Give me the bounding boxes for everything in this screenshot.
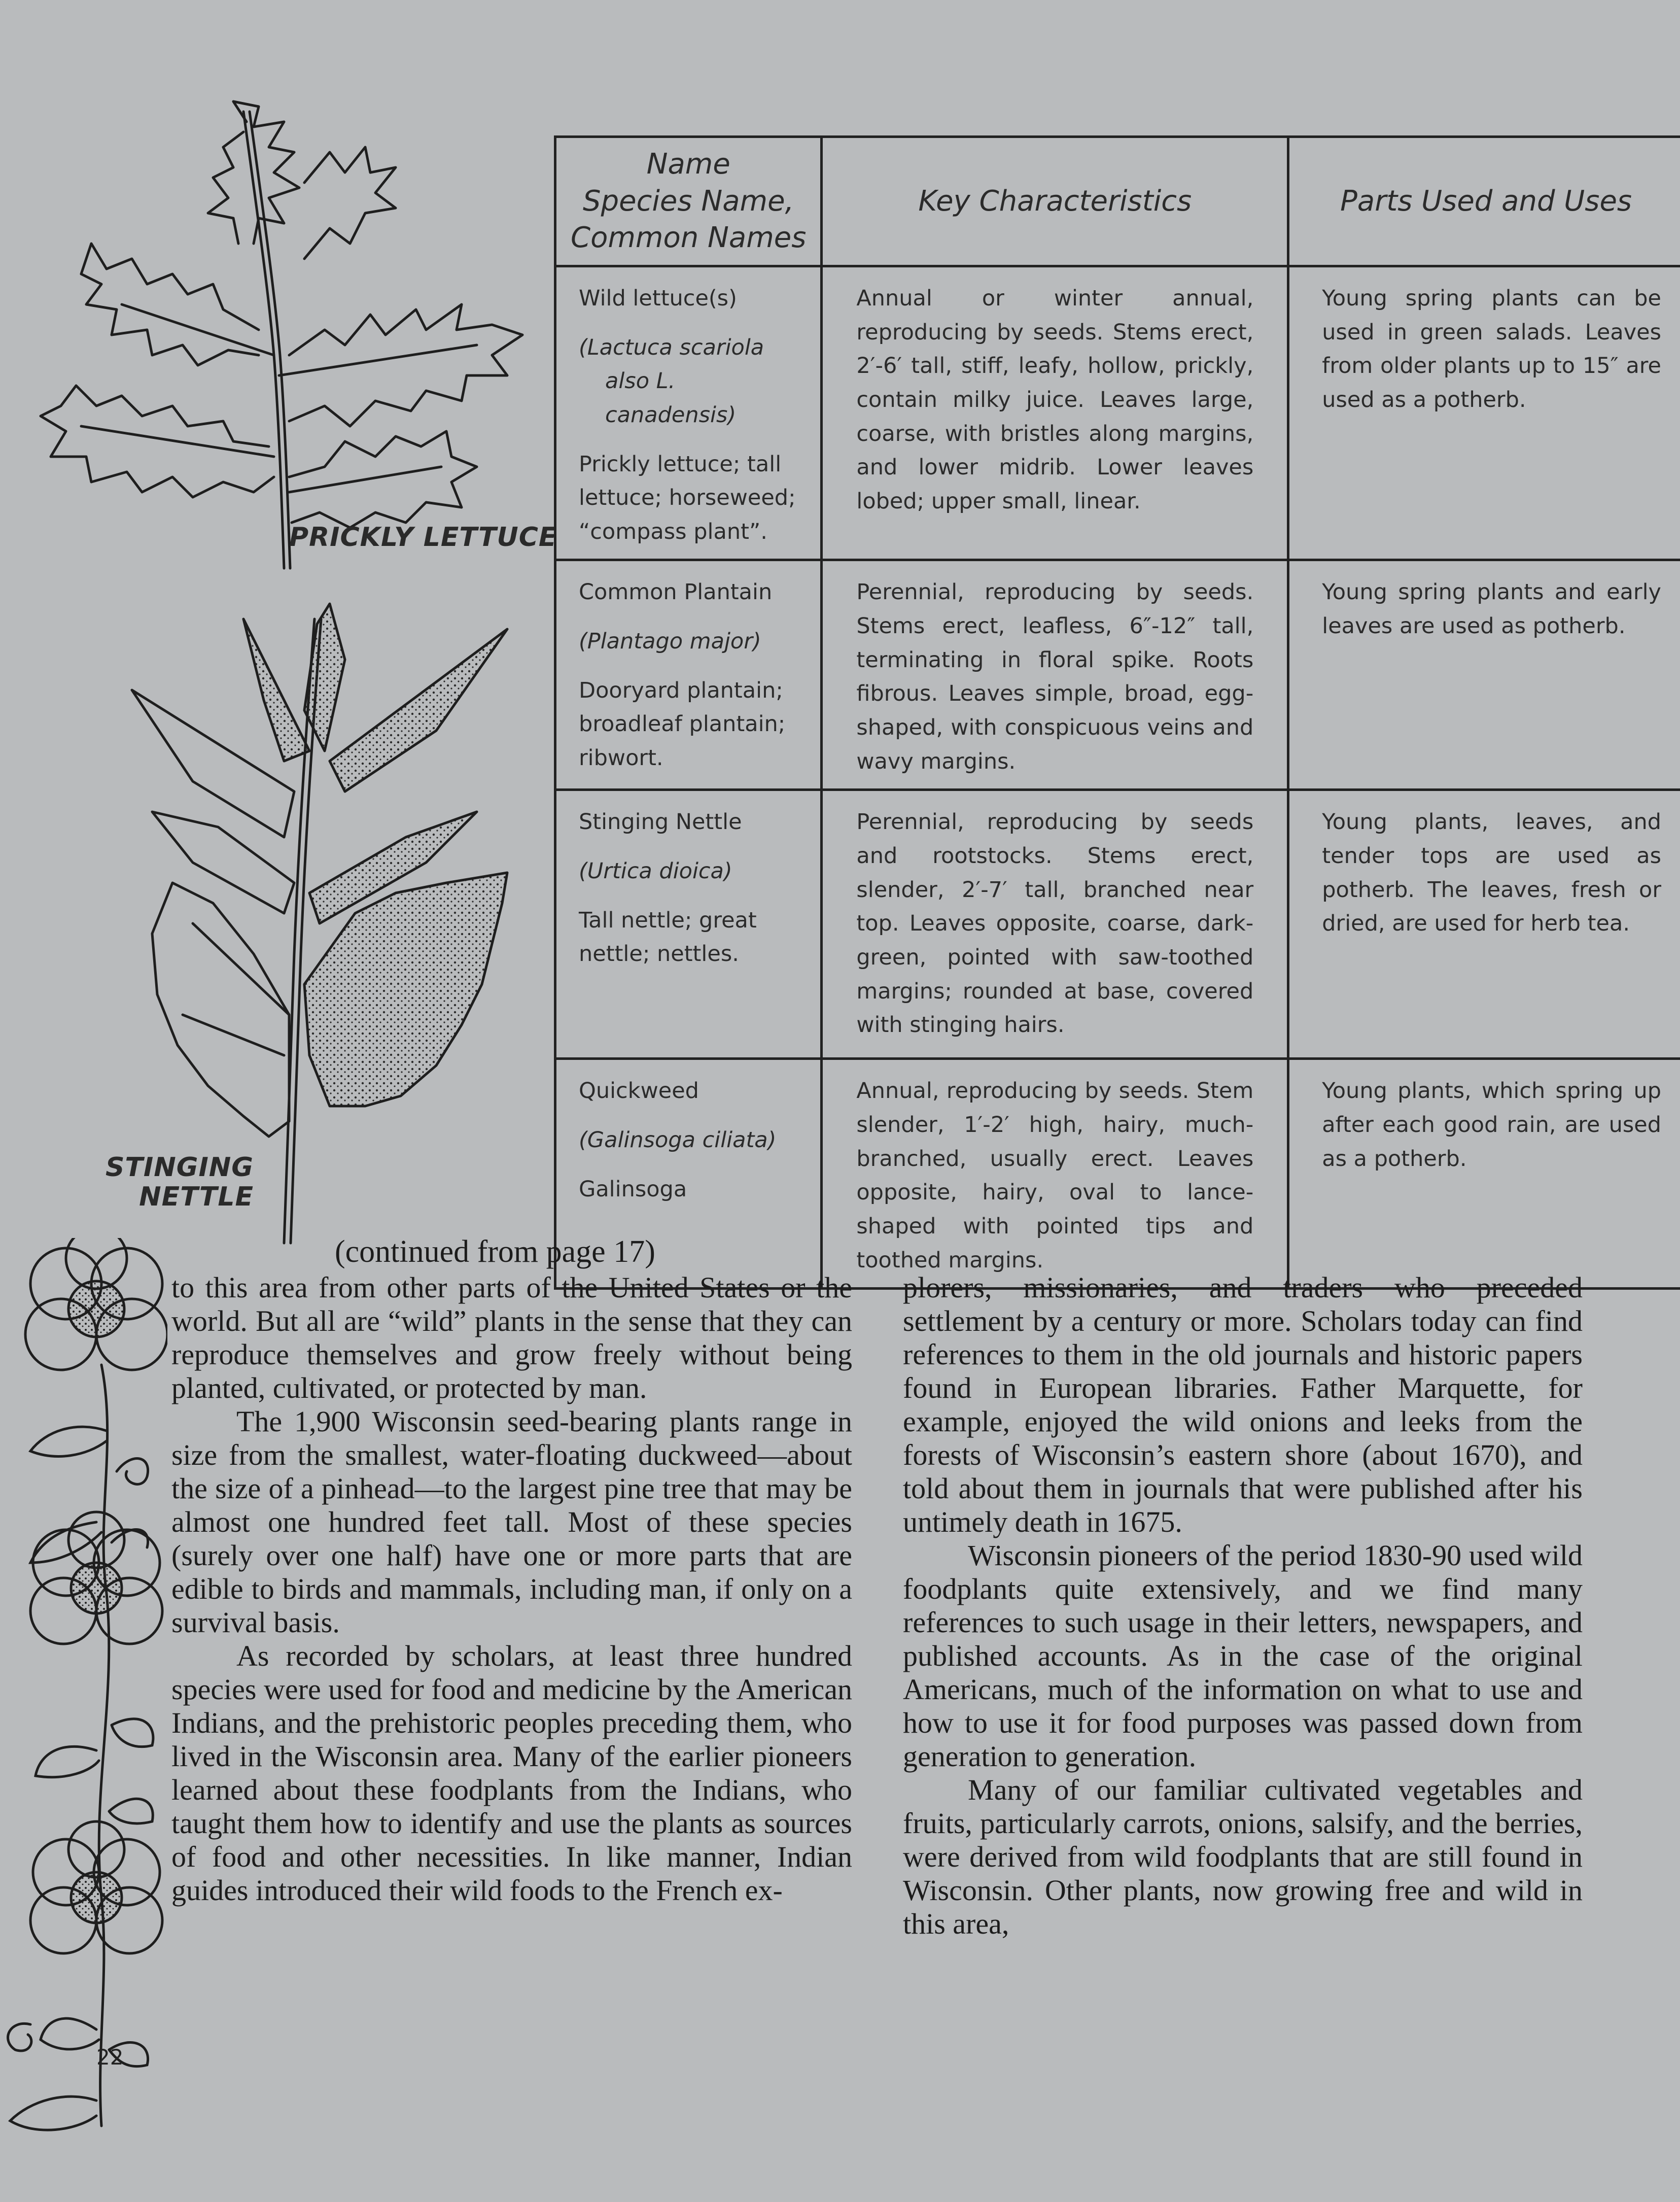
species-name: (Plantago major) — [579, 629, 761, 655]
paragraph: The 1,900 Wisconsin seed-bearing plants range in size from the smallest, water-floating duckweed—about the size of a pinhead—to the largest pine tree that may be almost one hundred feet tall. Most of these species (surely over one half) have one or more parts that are edible to birds and mammals, including man, if only on a survival basis. — [171, 1405, 852, 1639]
prickly-lettuce-caption: PRICKLY LETTUCE — [289, 522, 557, 553]
paragraph: plorers, missionaries, and traders who preceded settlement by a century or more. Scholars today can find references to them in the old journals and historic papers found in European libraries. Father Marquette, for example, enjoyed the wild onions and leeks from the forests of Wisconsin’s eastern shore (about 1670), and told about them in journals that were published after his untimely death in 1675. — [903, 1271, 1583, 1538]
header-name — [555, 137, 822, 266]
paragraph: As recorded by scholars, at least three hundred species were used for food and medicine by the American Indians, and the prehistoric peoples preceding them, who lived in the Wisconsin area. Many of the earlier pioneers learned about these foodplants from the Indians, who taught them how to identify and use the plants as sources of food and other necessities. In like manner, Indian guides introduced their wild foods to the French ex- — [171, 1639, 852, 1907]
header-characteristics: Key Characteristics — [822, 137, 1288, 266]
species-name: (Galinsoga ciliata) — [579, 1127, 777, 1153]
characteristics-cell: Annual or winter annual, reproducing by seeds. Stems erect, 2′-6′ tall, stiff, leafy, hollow, prickly, contain milky juice. Leaves large, coarse, with bristles along margins, and lower midrib. Lower leaves lobed; upper small, linear. — [822, 266, 1288, 560]
table-row — [555, 560, 1680, 790]
stinging-nettle-illustration — [91, 599, 538, 1248]
plant-name: Common Plantain — [579, 579, 773, 605]
paragraph: to this area from other parts of the United States or the world. But all are “wild” plants in the sense that they can reproduce themselves and grow freely without being planted, cultivated, or protected by man. — [171, 1271, 852, 1404]
table-row — [555, 790, 1680, 1059]
uses-cell: Young spring plants can be used in green salads. Leaves from older plants up to 15″ are used as a potherb. — [1288, 266, 1680, 560]
plant-name: Stinging Nettle — [579, 809, 742, 835]
plant-name: Quickweed — [579, 1078, 699, 1104]
species-name — [579, 331, 803, 432]
common-names: Dooryard plantain; broadleaf plantain; ribwort. — [579, 677, 786, 771]
uses-cell: Young plants, which spring up after each good rain, are used as a potherb. — [1288, 1059, 1680, 1289]
characteristics-cell: Perennial, reproducing by seeds. Stems erect, leafless, 6″-12″ tall, terminating in floral spike. Roots fibrous. Leaves simple, broad, egg-shaped, with conspicuous veins and wavy margins. — [822, 560, 1288, 790]
name-cell — [555, 266, 822, 560]
characteristics-cell: Annual, reproducing by seeds. Stem slender, 1′-2′ high, hairy, much-branched, usually erect. Leaves opposite, hairy, oval to lance-shaped with pointed tips and toothed margins. — [822, 1059, 1288, 1289]
uses-cell: Young spring plants and early leaves are used as potherb. — [1288, 560, 1680, 790]
uses-cell: Young plants, leaves, and tender tops are used as potherb. The leaves, fresh or dried, are used for herb tea. — [1288, 790, 1680, 1059]
stinging-nettle-caption-line1: STINGING — [105, 1152, 254, 1183]
paragraph: Wisconsin pioneers of the period 1830-90 used wild foodplants quite extensively, and we find many references to such usage in their letters, newspapers, and published accounts. As in the case of the original Americans, much of the information on what to use and how to use it for food purposes was passed down from generation to generation. — [903, 1539, 1583, 1773]
common-names: Galinsoga — [579, 1176, 687, 1202]
header-uses: Parts Used and Uses — [1288, 137, 1680, 266]
header-name-line1: Name — [646, 147, 730, 181]
continued-note: (continued from page 17) — [335, 1234, 655, 1269]
table-header-row — [555, 137, 1680, 266]
characteristics-cell: Perennial, reproducing by seeds and rootstocks. Stems erect, slender, 2′-7′ tall, branched near top. Leaves opposite, coarse, dark-green, pointed with saw-toothed margins; rounded at base, covered with stinging hairs. — [822, 790, 1288, 1059]
header-name-line2: Species Name, — [583, 184, 794, 218]
floral-border-ornament — [0, 1238, 167, 2151]
common-names: Tall nettle; great nettle; nettles. — [579, 907, 757, 967]
name-cell — [555, 560, 822, 790]
table-row — [555, 266, 1680, 560]
species-line: (Lactuca scariola — [579, 334, 764, 360]
common-names: Prickly lettuce; tall lettuce; horseweed; “compass plant”. — [579, 451, 796, 544]
plant-table — [554, 135, 1680, 1290]
prickly-lettuce-illustration — [20, 91, 548, 578]
article-column-right — [903, 1271, 1583, 1941]
page-number: 22 — [96, 2045, 124, 2070]
table-row — [555, 1059, 1680, 1289]
stinging-nettle-caption — [101, 1153, 254, 1212]
header-name-line3: Common Names — [570, 221, 807, 255]
name-cell — [555, 790, 822, 1059]
stinging-nettle-caption-line2: NETTLE — [139, 1182, 254, 1213]
species-name: (Urtica dioica) — [579, 858, 732, 884]
species-line: also L. canadensis) — [605, 368, 737, 428]
article-column-left — [171, 1271, 852, 1907]
paragraph: Many of our familiar cultivated vegetables and fruits, particularly carrots, onions, salsify, and the berries, were derived from wild foodplants that are still found in Wisconsin. Other plants, now growing free and wild in this area, — [903, 1773, 1583, 1940]
plant-name: Wild lettuce(s) — [579, 286, 737, 311]
